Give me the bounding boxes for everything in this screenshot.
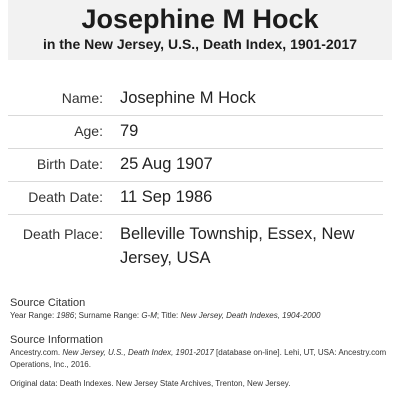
row-divider <box>8 181 383 182</box>
field-label: Age: <box>74 123 103 139</box>
row-divider <box>8 115 383 116</box>
year-range-value: 1986 <box>56 311 75 320</box>
field-value: 79 <box>120 122 139 140</box>
field-value: Belleville Township, Essex, New Jersey, USA <box>120 225 355 267</box>
record-fields <box>0 82 410 270</box>
source-citation-text <box>10 310 406 322</box>
source-citation-heading: Source Citation <box>10 297 86 309</box>
field-row-name <box>0 82 410 114</box>
field-label: Birth Date: <box>36 156 103 172</box>
publisher-suffix: [database on-line]. Lehi, UT, USA: Ancestry.com Operations, Inc., 2016. <box>10 348 387 369</box>
year-range-label: Year Range: <box>10 311 57 320</box>
record-header <box>8 0 392 60</box>
title-label: ; Title: <box>156 311 181 320</box>
source-citation <box>10 296 406 322</box>
row-divider <box>8 214 383 215</box>
original-data <box>10 378 406 390</box>
row-divider <box>8 148 383 149</box>
source-information <box>10 333 406 371</box>
source-information-text <box>10 347 406 371</box>
person-name-title: Josephine M Hock <box>81 4 319 34</box>
field-row-death-place <box>0 213 410 270</box>
field-value: Josephine M Hock <box>120 89 256 107</box>
field-label: Death Date: <box>28 189 103 205</box>
field-label: Name: <box>61 90 103 106</box>
publisher-prefix: Ancestry.com. <box>10 348 63 357</box>
collection-title: in the New Jersey, U.S., Death Index, 1901-2017 <box>42 36 358 52</box>
field-row-death-date <box>0 180 410 213</box>
title-value: New Jersey, Death Indexes, 1904-2000 <box>180 311 321 320</box>
field-row-age <box>0 114 410 147</box>
field-value: 25 Aug 1907 <box>120 155 213 173</box>
source-collection-title: New Jersey, U.S., Death Index, 1901-2017 <box>62 348 214 357</box>
field-label: Death Place: <box>22 226 103 242</box>
field-value: 11 Sep 1986 <box>120 188 213 206</box>
source-information-heading: Source Information <box>10 334 103 346</box>
surname-range-label: ; Surname Range: <box>74 311 142 320</box>
original-data-text: Original data: Death Indexes. New Jersey State Archives, Trenton, New Jersey. <box>10 379 291 388</box>
surname-range-value: G-M <box>141 311 157 320</box>
field-row-birth-date <box>0 147 410 180</box>
